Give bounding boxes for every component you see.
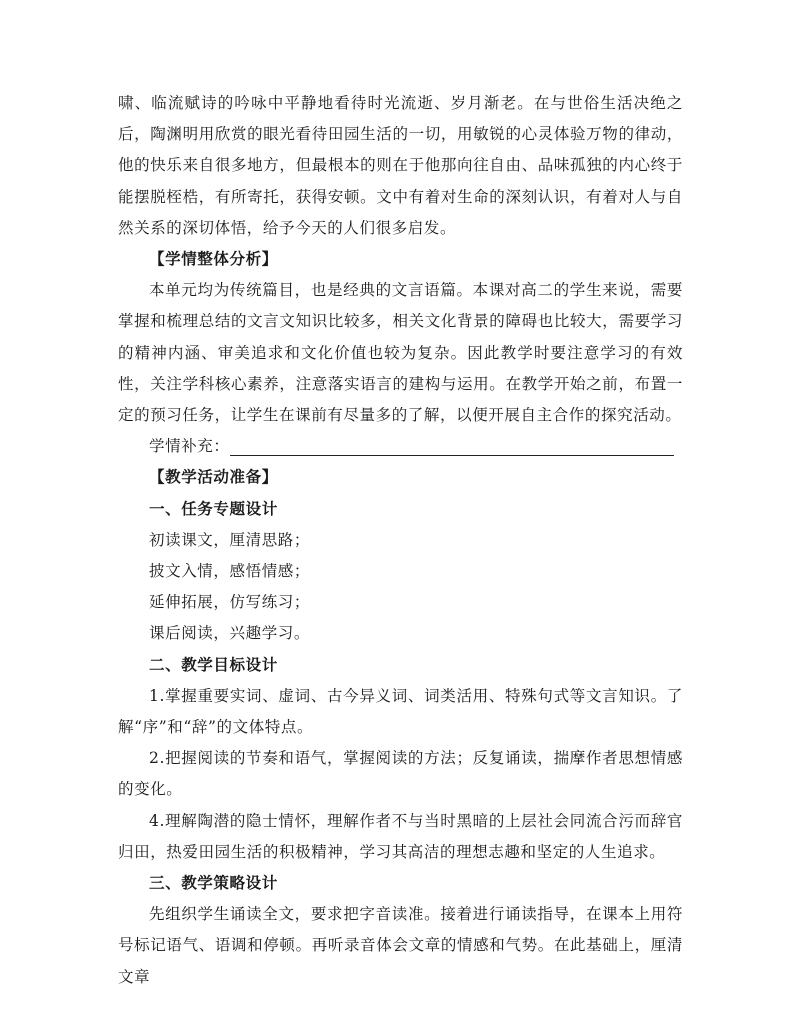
- goal-text: 掌握重要实词、虚词、古今异义词、词类活用、特殊句式等文言知识。了解: [118, 686, 683, 737]
- activity-prep-heading: 【教学活动准备】: [149, 468, 278, 487]
- goal-item: [118, 743, 683, 805]
- goal-design-heading: 二、教学目标设计: [149, 655, 278, 674]
- strategy-paragraph: 先组织学生诵读全文，要求把字音读准。接着进行诵读指导，在课本上用符号标记语气、语调和停顿。再听录音体会文章的情感和气势。在此基础上，厘清文章: [118, 905, 683, 986]
- supplement-blank-line[interactable]: [230, 433, 674, 456]
- student-supplement-row: [118, 431, 683, 462]
- goal-text: 把握阅读的节奏和语气，掌握阅读的方法；反复诵读，揣摩作者思想情感的变化。: [118, 749, 683, 799]
- intro-paragraph: 啸、临流赋诗的吟咏中平静地看待时光流逝、岁月渐老。在与世俗生活决绝之后，陶渊明用欣赏的眼光看待田园生活的一切，用敏锐的心灵体验万物的律动，他的快乐来自很多地方，但最根本的则在于他那向往自由、品味孤独的内心终于能摆脱桎梏，有所寄托，获得安顿。文中有着对生命的深刻认识，有着对人与自然关系的深切体悟，给予今天的人们很多启发。: [118, 94, 683, 237]
- task-item: 课后阅读，兴趣学习。: [149, 624, 311, 643]
- goal-text: 理解陶潜的隐士情怀，理解作者不与当时黑暗的上层社会同流合污而辞官归田，热爱田园生活的积极精神，学习其高洁的理想志趣和坚定的人生追求。: [118, 811, 683, 861]
- goal-item: [118, 806, 683, 868]
- strategy-design-heading: 三、教学策略设计: [149, 874, 278, 893]
- student-analysis-paragraph: 本单元均为传统篇目，也是经典的文言语篇。本课对高二的学生来说，需要掌握和梳理总结的文言文知识比较多，相关文化背景的障碍也比较大，需要学习的精神内涵、审美追求和文化价值也较为复杂。因此教学时要注意学习的有效性，关注学科核心素养，注意落实语言的建构与运用。在教学开始之前，布置一定的预习任务，让学生在课前有尽量多的了解，以便开展自主合作的探究活动。: [118, 281, 683, 425]
- goal-number: 4.: [149, 811, 165, 830]
- document-body: [118, 88, 683, 993]
- task-item: 延伸拓展，仿写练习；: [149, 593, 311, 612]
- student-analysis-heading: 【学情整体分析】: [149, 250, 278, 269]
- supplement-label: 学情补充：: [149, 437, 230, 456]
- goal-text-serif: “序”和“辞”的文体特点。: [134, 718, 314, 737]
- goal-item: [118, 681, 683, 743]
- goal-number: 2.: [149, 749, 165, 768]
- task-item: 披文入情，感悟情感；: [149, 562, 311, 581]
- task-item: 初读课文，厘清思路；: [149, 530, 311, 549]
- task-design-heading: 一、任务专题设计: [149, 499, 278, 518]
- goal-number: 1.: [149, 686, 165, 705]
